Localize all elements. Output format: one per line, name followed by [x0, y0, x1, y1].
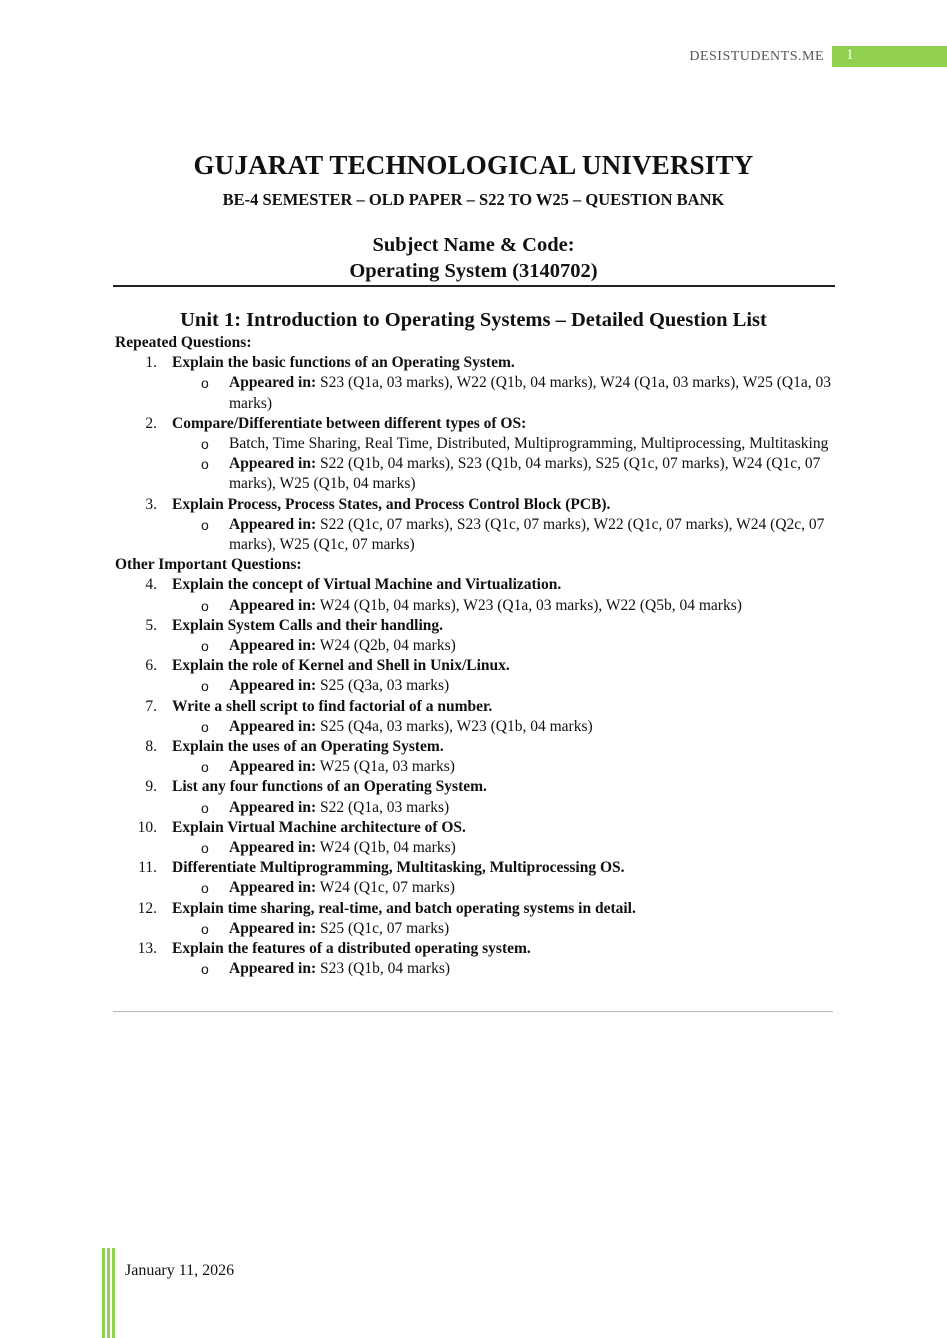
footer-bar [112, 1248, 115, 1338]
sub-item-text: S23 (Q1a, 03 marks), W22 (Q1b, 04 marks), W24 (Q1a, 03 marks), W25 (Q1a, 03 marks) [229, 374, 831, 412]
question-item [115, 899, 835, 919]
footer-bar [102, 1248, 105, 1338]
question-number: 1. [145, 354, 157, 372]
question-text: Compare/Differentiate between different types of OS: [172, 414, 527, 432]
question-item [115, 616, 835, 636]
bullet-icon: o [201, 840, 209, 857]
question-number: 2. [145, 414, 157, 432]
page-number-badge [832, 46, 947, 67]
appeared-label: Appeared in: [229, 879, 317, 897]
appeared-in-item [115, 373, 835, 413]
bullet-icon: o [201, 638, 209, 655]
question-item [115, 818, 835, 838]
question-item [115, 939, 835, 959]
question-text: Explain time sharing, real-time, and batch operating systems in detail. [172, 899, 636, 917]
appeared-label: Appeared in: [229, 798, 317, 816]
sub-item-text: W24 (Q1c, 07 marks) [319, 879, 455, 897]
footer-date: January 11, 2026 [125, 1262, 235, 1279]
sub-item-text: W25 (Q1a, 03 marks) [319, 758, 455, 776]
bullet-icon: o [201, 516, 209, 533]
question-number: 8. [145, 738, 157, 756]
content-end-divider [113, 1011, 833, 1012]
sub-item-text: S25 (Q1c, 07 marks) [320, 919, 450, 937]
sub-item-text: S25 (Q3a, 03 marks) [320, 677, 450, 695]
question-number: 5. [145, 616, 157, 634]
question-text: Explain Process, Process States, and Process Control Block (PCB). [172, 495, 611, 513]
bullet-icon: o [201, 456, 209, 473]
appeared-in-item [115, 596, 835, 616]
appeared-in-item [115, 838, 835, 858]
sub-item-text: S23 (Q1b, 04 marks) [320, 960, 451, 978]
question-number: 7. [145, 697, 157, 715]
footer-accent-bars [102, 1248, 116, 1338]
appeared-label: Appeared in: [229, 960, 317, 978]
section-heading: Other Important Questions: [115, 556, 302, 574]
subject-label: Subject Name & Code: [372, 234, 575, 256]
appeared-label: Appeared in: [229, 758, 317, 776]
appeared-label: Appeared in: [229, 515, 317, 533]
appeared-label: Appeared in: [229, 839, 317, 857]
section-heading: Repeated Questions: [115, 334, 252, 351]
sub-item [115, 434, 835, 454]
question-item [115, 353, 835, 373]
appeared-in-item [115, 636, 835, 656]
question-text: Explain System Calls and their handling. [172, 616, 444, 634]
appeared-label: Appeared in: [229, 677, 317, 695]
bullet-icon: o [201, 718, 209, 735]
question-number: 4. [145, 576, 157, 594]
subject-name: Operating System (3140702) [349, 260, 598, 282]
question-number: 9. [145, 778, 157, 796]
question-number: 6. [145, 657, 157, 675]
appeared-label: Appeared in: [229, 717, 317, 735]
question-text: List any four functions of an Operating System. [172, 778, 487, 796]
appeared-in-item [115, 959, 835, 979]
bullet-icon: o [201, 597, 209, 614]
appeared-label: Appeared in: [229, 596, 317, 614]
sub-item-text: S22 (Q1c, 07 marks), S23 (Q1c, 07 marks), W22 (Q1c, 07 marks), W24 (Q2c, 07 marks), W25 (Q1c, 07 marks) [229, 515, 825, 554]
appeared-label: Appeared in: [229, 919, 317, 937]
bullet-icon: o [201, 799, 209, 816]
sub-item-text: S25 (Q4a, 03 marks), W23 (Q1b, 04 marks) [320, 717, 593, 735]
sub-item-text: Batch, Time Sharing, Real Time, Distributed, Multiprogramming, Multiprocessing, Multitasking [229, 435, 829, 453]
appeared-label: Appeared in: [229, 637, 317, 655]
title-divider [113, 285, 835, 287]
question-item [115, 414, 835, 434]
document-title: GUJARAT TECHNOLOGICAL UNIVERSITY [193, 150, 754, 180]
appeared-in-item [115, 798, 835, 818]
document-subtitle: BE-4 SEMESTER – OLD PAPER – S22 TO W25 – QUESTION BANK [222, 190, 725, 209]
question-item [115, 656, 835, 676]
appeared-in-item [115, 717, 835, 737]
question-item [115, 777, 835, 797]
bullet-icon: o [201, 920, 209, 937]
appeared-in-item [115, 878, 835, 898]
question-text: Explain the role of Kernel and Shell in Unix/Linux. [172, 657, 510, 675]
question-number: 3. [145, 495, 157, 513]
question-text: Explain Virtual Machine architecture of OS. [172, 818, 466, 836]
appeared-in-item [115, 676, 835, 696]
question-number: 12. [137, 899, 157, 917]
question-number: 10. [137, 818, 157, 836]
question-item [115, 737, 835, 757]
question-text: Explain the features of a distributed operating system. [172, 940, 531, 958]
appeared-label: Appeared in: [229, 374, 317, 392]
question-number: 13. [137, 940, 157, 958]
sub-item-text: W24 (Q1b, 04 marks) [319, 839, 456, 857]
bullet-icon: o [201, 880, 209, 897]
sub-item-text: S22 (Q1b, 04 marks), S23 (Q1b, 04 marks), S25 (Q1c, 07 marks), W24 (Q1c, 07 marks), W25 (Q1b, 04 marks) [229, 455, 821, 493]
question-item [115, 495, 835, 515]
bullet-icon: o [201, 759, 209, 776]
appeared-in-item [115, 919, 835, 939]
appeared-label: Appeared in: [229, 455, 317, 473]
sub-item-text: W24 (Q2b, 04 marks) [319, 637, 456, 655]
question-item [115, 575, 835, 595]
appeared-in-item [115, 757, 835, 777]
bullet-icon: o [201, 436, 209, 453]
question-text: Differentiate Multiprogramming, Multitasking, Multiprocessing OS. [172, 859, 625, 877]
sub-item-text: S22 (Q1a, 03 marks) [320, 798, 450, 816]
sub-item-text: W24 (Q1b, 04 marks), W23 (Q1a, 03 marks), W22 (Q5b, 04 marks) [319, 596, 742, 614]
question-item [115, 858, 835, 878]
bullet-icon: o [201, 375, 209, 392]
question-text: Explain the concept of Virtual Machine and Virtualization. [172, 576, 562, 594]
appeared-in-item [115, 454, 835, 494]
footer-bar [107, 1248, 110, 1338]
unit-heading: Unit 1: Introduction to Operating Systems – Detailed Question List [180, 309, 767, 331]
question-list [115, 333, 835, 980]
appeared-in-item [115, 515, 835, 555]
bullet-icon: o [201, 961, 209, 978]
page-number: 1 [846, 47, 854, 63]
question-number: 11. [138, 859, 157, 877]
question-text: Write a shell script to find factorial of a number. [172, 697, 493, 715]
header-site-name: DESISTUDENTS.ME [689, 49, 824, 64]
question-text: Explain the basic functions of an Operating System. [172, 354, 515, 372]
question-item [115, 697, 835, 717]
question-text: Explain the uses of an Operating System. [172, 738, 444, 756]
bullet-icon: o [201, 678, 209, 695]
